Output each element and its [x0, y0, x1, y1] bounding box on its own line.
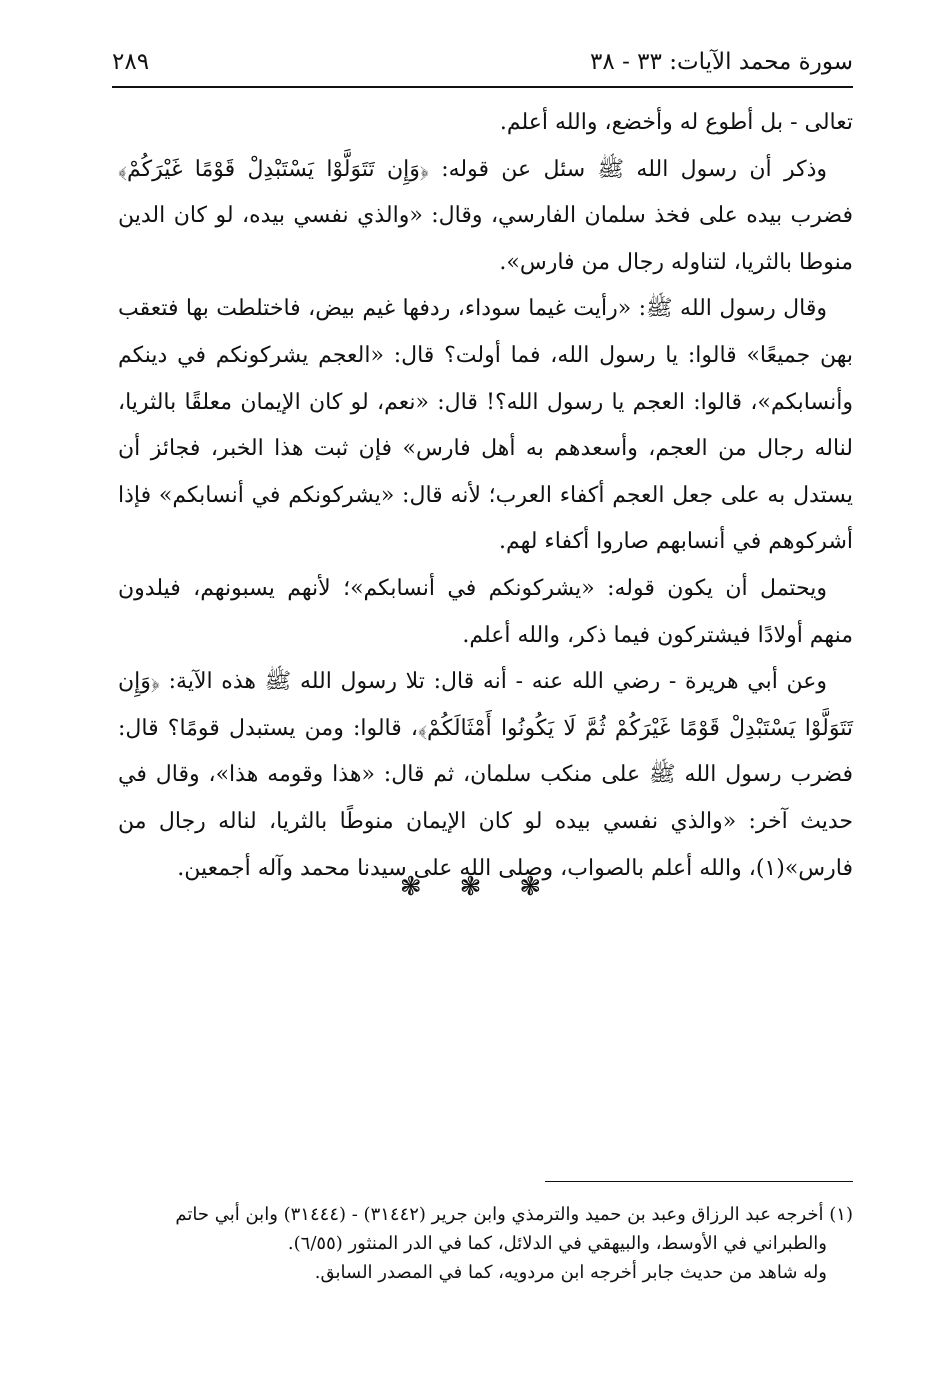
page-header [112, 40, 853, 84]
paragraph: وذكر أن رسول الله ﷺ سئل عن قوله: ﴿وَإِن تَتَوَلَّوْا يَسْتَبْدِلْ قَوْمًا غَيْرَكُمْ﴾ فضرب بيده على فخذ سلمان الفارسي، وقال: «والذي نفسي بيده، لو كان الدين منوطا بالثريا، لتناوله رجال من فارس». [118, 156, 853, 275]
page-number: ٢٨٩ [112, 49, 150, 75]
paragraph: وعن أبي هريرة - رضي الله عنه - أنه قال: تلا رسول الله ﷺ هذه الآية: ﴿وَإِن تَتَوَلَّوْا يَسْتَبْدِلْ قَوْمًا غَيْرَكُمْ ثُمَّ لَا يَكُونُوا أَمْثَالَكُمْ﴾، قالوا: ومن يستبدل قومًا؟ قال: فضرب رسول الله ﷺ على منكب سلمان، ثم قال: «هذا وقومه هذا»، وقال في حديث آخر: «والذي نفسي بيده لو كان الإيمان منوطًا بالثريا، لناله رجال من فارس»(١)، والله أعلم بالصواب، وصلى الله على سيدنا محمد وآله أجمعين. [118, 669, 853, 881]
header-rule [112, 86, 853, 88]
footnote-line [112, 1200, 853, 1229]
main-text [118, 100, 853, 892]
footnote-text: أخرجه عبد الرزاق وعبد بن حميد والترمذي وابن جرير (٣١٤٤٢) - (٣١٤٤٤) وابن أبي حاتم [175, 1204, 824, 1225]
section-separator [0, 872, 941, 902]
footnote-rule [545, 1181, 853, 1182]
footnote-line: وله شاهد من حديث جابر أخرجه ابن مردويه، كما في المصدر السابق. [314, 1262, 827, 1283]
paragraph: وقال رسول الله ﷺ: «رأيت غيما سوداء، ردفها غيم بيض، فاختلطت بها فتعقب بهن جميعًا» قالوا: يا رسول الله، فما أولت؟ قال: «العجم يشركونكم في دينكم وأنسابكم»، قالوا: العجم يا رسول الله؟! قال: «نعم، لو كان الإيمان معلقًا بالثريا، لناله رجال من العجم، وأسعدهم به أهل فارس» فإن ثبت هذا الخبر، فجائز أن يستدل به على جعل العجم أكفاء العرب؛ لأنه قال: «يشركونكم في أنسابكم» فإذا أشركوهم في أنسابهم صاروا أكفاء لهم. [118, 296, 853, 555]
paragraph: تعالى - بل أطوع له وأخضع، والله أعلم. [499, 110, 853, 135]
footnote-line: والطبراني في الأوسط، والبيهقي في الدلائل، كما في الدر المنثور (٦/٥٥). [287, 1233, 827, 1254]
paragraph: ويحتمل أن يكون قوله: «يشركونكم في أنسابكم»؛ لأنهم يسبونهم، فيلدون منهم أولادًا فيشتركون فيما ذكر، والله أعلم. [118, 575, 853, 648]
footnote-marker: (١) [829, 1204, 853, 1225]
surah-title: سورة محمد الآيات: ٣٣ - ٣٨ [590, 49, 853, 75]
footnotes [112, 1200, 853, 1287]
asterisk-icon: ❃ [459, 872, 482, 902]
asterisk-icon: ❃ [519, 872, 542, 902]
asterisk-icon: ❃ [399, 872, 422, 902]
